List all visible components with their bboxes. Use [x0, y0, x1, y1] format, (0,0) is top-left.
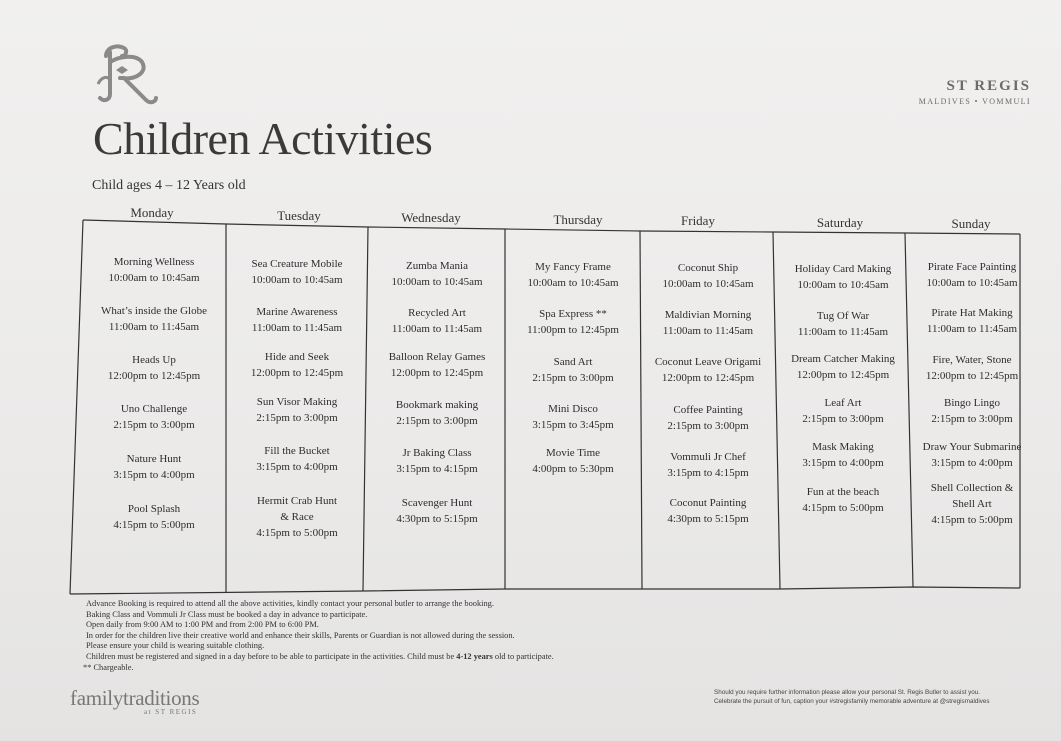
activity-time: 2:15pm to 3:00pm	[802, 413, 884, 425]
activity-name: Mini Disco	[548, 403, 598, 415]
activity-friday-1	[642, 260, 774, 292]
activity-monday-2	[86, 303, 222, 335]
activity-name: Heads Up	[132, 354, 176, 366]
activity-saturday-3	[777, 351, 909, 383]
note-line: Open daily from 9:00 AM to 1:00 PM and from 2:00 PM to 6:00 PM.	[86, 620, 319, 630]
note-reg-post: old to participate.	[492, 651, 554, 661]
activity-time: 10:00am to 10:45am	[391, 276, 483, 288]
note-line: In order for the children live their creative world and enhance their skills, Parents or Guardian is not allowed during the session.	[86, 630, 515, 640]
activity-time: 11:00am to 11:45am	[797, 326, 889, 338]
activity-thursday-2	[507, 306, 639, 338]
activity-name: Marine Awareness	[256, 306, 338, 318]
day-header-monday: Monday	[130, 205, 174, 220]
activity-time: 11:00am to 11:45am	[251, 322, 343, 334]
brand-location: MALDIVES • VOMMULI	[918, 97, 1031, 106]
activity-name: Uno Challenge	[120, 403, 188, 415]
family-traditions-logo	[70, 686, 200, 716]
activity-tuesday-6	[252, 493, 342, 541]
logo-text-traditions: traditions	[123, 686, 200, 710]
activity-monday-3	[86, 352, 222, 384]
activity-time: 2:15pm to 3:00pm	[532, 372, 614, 384]
activity-name: Hermit Crab Hunt & Race	[256, 495, 338, 523]
activity-name: Morning Wellness	[113, 256, 195, 268]
page-title: Children Activities	[93, 113, 433, 164]
activity-time: 3:15pm to 3:45pm	[532, 419, 614, 431]
note-line: Advance Booking is required to attend all the above activities, kindly contact your personal butler to arrange the booking.	[86, 599, 494, 608]
activity-monday-1	[86, 254, 222, 286]
activity-name: Zumba Mania	[405, 260, 468, 272]
help-line: Should you require further information please allow your personal St. Regis Butler to assist you.	[714, 689, 981, 696]
activity-wednesday-5	[370, 445, 504, 477]
day-header-thursday: Thursday	[553, 212, 603, 227]
activity-name: Fill the Bucket	[264, 445, 330, 457]
activity-wednesday-2	[370, 305, 504, 337]
note-reg-pre: Children must be registered and signed in a day before to be able to participate in the activities. Child must be	[86, 651, 457, 661]
day-header-tuesday: Tuesday	[277, 208, 321, 223]
activity-time: 10:00am to 10:45am	[662, 278, 754, 290]
activity-time: 11:00am to 11:45am	[108, 321, 200, 333]
activity-name: Fun at the beach	[806, 486, 880, 498]
activity-time: 3:15pm to 4:00pm	[931, 457, 1013, 469]
activity-time: 3:15pm to 4:00pm	[802, 457, 884, 469]
activity-name: Recycled Art	[408, 307, 466, 319]
activity-name: Jr Baking Class	[402, 447, 472, 459]
day-header-saturday: Saturday	[816, 215, 864, 230]
note-line: Baking Class and Vommuli Jr Class must be booked a day in advance to participate.	[86, 609, 368, 619]
activity-time: 11:00am to 11:45am	[391, 323, 483, 335]
activity-name: Mask Making	[812, 441, 874, 453]
activity-friday-5	[642, 449, 774, 481]
activity-time: 10:00am to 10:45am	[527, 277, 619, 289]
activity-time: 2:15pm to 3:00pm	[931, 413, 1013, 425]
activity-time: 12:00pm to 12:45pm	[390, 367, 484, 379]
activity-time: 3:15pm to 4:00pm	[256, 461, 338, 473]
day-header-friday: Friday	[681, 213, 715, 228]
activity-name: Sea Creature Mobile	[251, 258, 343, 270]
activity-time: 11:00am to 11:45am	[662, 325, 754, 337]
activity-thursday-1	[507, 259, 639, 291]
activity-time: 3:15pm to 4:15pm	[396, 463, 478, 475]
activity-thursday-5	[507, 445, 639, 477]
logo-subtext: at ST REGIS	[144, 708, 198, 716]
activity-name: Balloon Relay Games	[388, 351, 486, 363]
activity-thursday-4	[507, 401, 639, 433]
activity-tuesday-3	[230, 349, 364, 381]
activity-time: 2:15pm to 3:00pm	[113, 419, 195, 431]
note-reg-age: 4-12 years	[456, 651, 493, 661]
logo-text-family: family	[70, 686, 124, 710]
activity-time: 2:15pm to 3:00pm	[256, 412, 338, 424]
activity-friday-3	[642, 354, 774, 386]
activity-name: Pirate Hat Making	[931, 307, 1013, 319]
activity-name: Shell Collection & Shell Art	[930, 482, 1014, 510]
booking-notes	[83, 599, 554, 673]
activity-time: 4:15pm to 5:00pm	[113, 519, 195, 531]
note-line-registration	[86, 652, 554, 663]
activity-time: 3:15pm to 4:00pm	[113, 469, 195, 481]
activity-saturday-5	[777, 439, 909, 471]
activity-time: 10:00am to 10:45am	[251, 274, 343, 286]
activity-name: Pool Splash	[127, 503, 181, 515]
activity-name: Spa Express **	[539, 308, 607, 320]
activity-time: 10:00am to 10:45am	[108, 272, 200, 284]
activity-wednesday-6	[370, 495, 504, 527]
help-line: Celebrate the pursuit of fun, caption your #stregisfamily memorable adventure at @stregismaldives	[714, 698, 990, 705]
activity-wednesday-3	[370, 349, 504, 381]
activity-name: Coffee Painting	[673, 404, 743, 416]
activity-name: Coconut Ship	[677, 262, 739, 274]
brand-name: ST REGIS	[946, 78, 1031, 94]
activity-time: 12:00pm to 12:45pm	[107, 370, 201, 382]
activity-time: 12:00pm to 12:45pm	[796, 369, 890, 381]
activity-name: Holiday Card Making	[794, 263, 892, 275]
activity-wednesday-4	[370, 397, 504, 429]
activity-name: Sun Visor Making	[256, 396, 338, 408]
activity-name: Scavenger Hunt	[401, 497, 473, 509]
activity-friday-2	[642, 307, 774, 339]
activity-name: Dream Catcher Making	[791, 353, 895, 365]
activity-name: Tug Of War	[816, 310, 870, 322]
note-line: Please ensure your child is wearing suitable clothing.	[86, 641, 265, 651]
activity-monday-6	[86, 501, 222, 533]
activity-time: 4:15pm to 5:00pm	[256, 527, 338, 539]
activity-time: 11:00pm to 12:45pm	[527, 324, 619, 336]
activity-name: Maldivian Morning	[664, 309, 752, 321]
activity-saturday-4	[777, 395, 909, 427]
activity-sunday-5	[909, 439, 1035, 471]
activity-tuesday-4	[230, 394, 364, 426]
activity-time: 4:30pm to 5:15pm	[396, 513, 478, 525]
day-header-sunday: Sunday	[951, 216, 991, 231]
activity-name: Coconut Leave Origami	[654, 356, 762, 368]
activity-tuesday-2	[230, 304, 364, 336]
activity-saturday-6	[777, 484, 909, 516]
activity-time: 4:15pm to 5:00pm	[802, 502, 884, 514]
activity-name: Pirate Face Painting	[927, 261, 1017, 273]
activity-sunday-4	[909, 395, 1035, 427]
activity-name: What’s inside the Globe	[100, 305, 207, 317]
help-text	[714, 688, 990, 706]
activity-name: Bingo Lingo	[944, 397, 1000, 409]
activity-tuesday-5	[230, 443, 364, 475]
activity-name: Draw Your Submarine	[922, 441, 1022, 453]
activity-name: My Fancy Frame	[535, 261, 611, 273]
activity-name: Sand Art	[553, 356, 593, 368]
activity-thursday-3	[507, 354, 639, 386]
activity-time: 2:15pm to 3:00pm	[667, 420, 749, 432]
activity-time: 11:00am to 11:45am	[926, 323, 1018, 335]
activity-tuesday-1	[230, 256, 364, 288]
activity-name: Vommuli Jr Chef	[670, 451, 746, 463]
activity-time: 4:00pm to 5:30pm	[532, 463, 614, 475]
activity-friday-6	[642, 495, 774, 527]
activity-name: Nature Hunt	[126, 453, 182, 465]
activity-name: Fire, Water, Stone	[932, 354, 1012, 366]
activity-time: 4:15pm to 5:00pm	[931, 514, 1013, 526]
activity-time: 12:00pm to 12:45pm	[925, 370, 1019, 382]
activity-time: 2:15pm to 3:00pm	[396, 415, 478, 427]
activity-name: Hide and Seek	[264, 351, 330, 363]
day-header-wednesday: Wednesday	[401, 210, 461, 225]
activity-friday-4	[642, 402, 774, 434]
activity-sunday-3	[909, 352, 1035, 384]
activity-time: 10:00am to 10:45am	[797, 279, 889, 291]
activity-sunday-2	[909, 305, 1035, 337]
activity-time: 10:00am to 10:45am	[926, 277, 1018, 289]
age-range-label: Child ages 4 – 12 Years old	[92, 178, 246, 193]
activity-name: Coconut Painting	[669, 497, 747, 509]
activity-wednesday-1	[370, 258, 504, 290]
activity-time: 12:00pm to 12:45pm	[661, 372, 755, 384]
activity-name: Leaf Art	[824, 397, 862, 409]
activity-sunday-1	[909, 259, 1035, 291]
activity-saturday-1	[777, 261, 909, 293]
activity-monday-5	[86, 451, 222, 483]
activity-time: 12:00pm to 12:45pm	[250, 367, 344, 379]
activity-time: 3:15pm to 4:15pm	[667, 467, 749, 479]
activity-time: 4:30pm to 5:15pm	[667, 513, 749, 525]
activity-saturday-2	[777, 308, 909, 340]
activity-sunday-6	[929, 480, 1015, 528]
note-chargeable: ** Chargeable.	[83, 662, 134, 672]
activity-name: Movie Time	[545, 447, 601, 459]
activity-name: Bookmark making	[395, 399, 479, 411]
activity-monday-4	[86, 401, 222, 433]
